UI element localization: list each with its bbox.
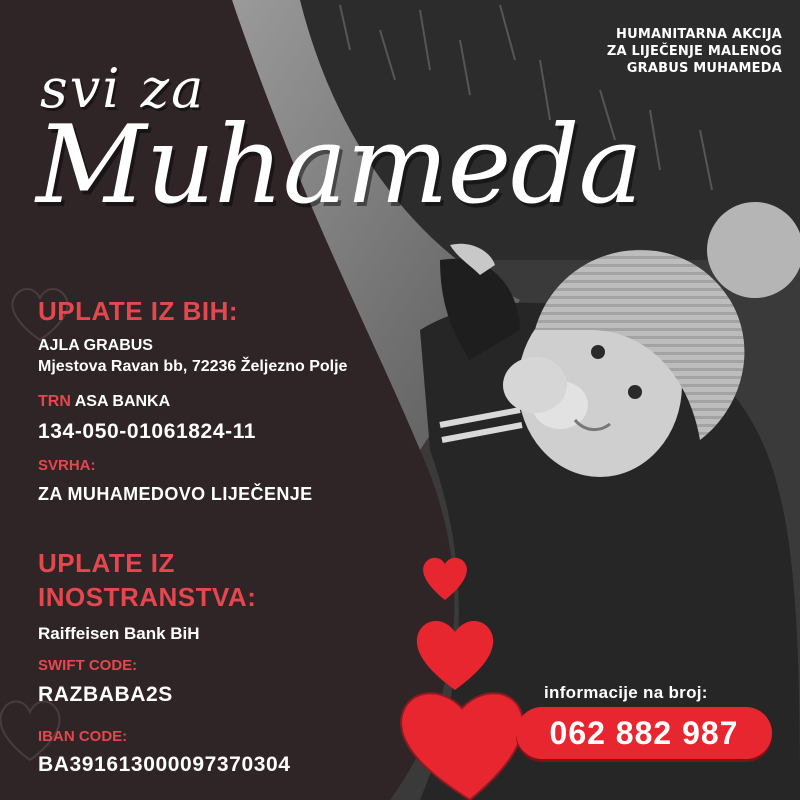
campaign-line-3: GRABUS MUHAMEDA	[626, 61, 782, 76]
campaign-line-2: ZA LIJEČENJE MALENOG	[606, 44, 782, 59]
bih-account-number: 134-050-01061824-11	[38, 420, 257, 443]
abroad-heading-line-2: INOSTRANSTVA:	[38, 582, 257, 612]
info-label: informacije na broj:	[544, 683, 708, 702]
title-small: svi za	[40, 57, 206, 120]
iban-code: BA391613000097370304	[38, 753, 291, 776]
purpose-text: ZA MUHAMEDOVO LIJEČENJE	[38, 484, 313, 504]
bih-recipient-name: AJLA GRABUS	[38, 337, 153, 354]
trn-label: TRN	[38, 393, 71, 410]
bih-heading: UPLATE IZ BIH:	[38, 296, 239, 326]
bih-trn-row	[38, 393, 170, 411]
title-large: Muhameda	[36, 103, 642, 228]
campaign-line-1: HUMANITARNA AKCIJA	[616, 27, 782, 42]
phone-number: 062 882 987	[549, 714, 739, 751]
purpose-label: SVRHA:	[38, 457, 96, 474]
bih-bank: ASA BANKA	[74, 393, 171, 410]
iban-label: IBAN CODE:	[38, 728, 128, 745]
bih-address: Mjestova Ravan bb, 72236 Željezno Polje	[38, 358, 348, 375]
abroad-bank: Raiffeisen Bank BiH	[38, 624, 200, 643]
campaign-title	[522, 26, 782, 77]
swift-label: SWIFT CODE:	[38, 657, 138, 674]
phone-number-button[interactable]	[516, 707, 772, 759]
swift-code: RAZBABA2S	[38, 683, 173, 706]
abroad-heading-line-1: UPLATE IZ	[38, 548, 175, 578]
